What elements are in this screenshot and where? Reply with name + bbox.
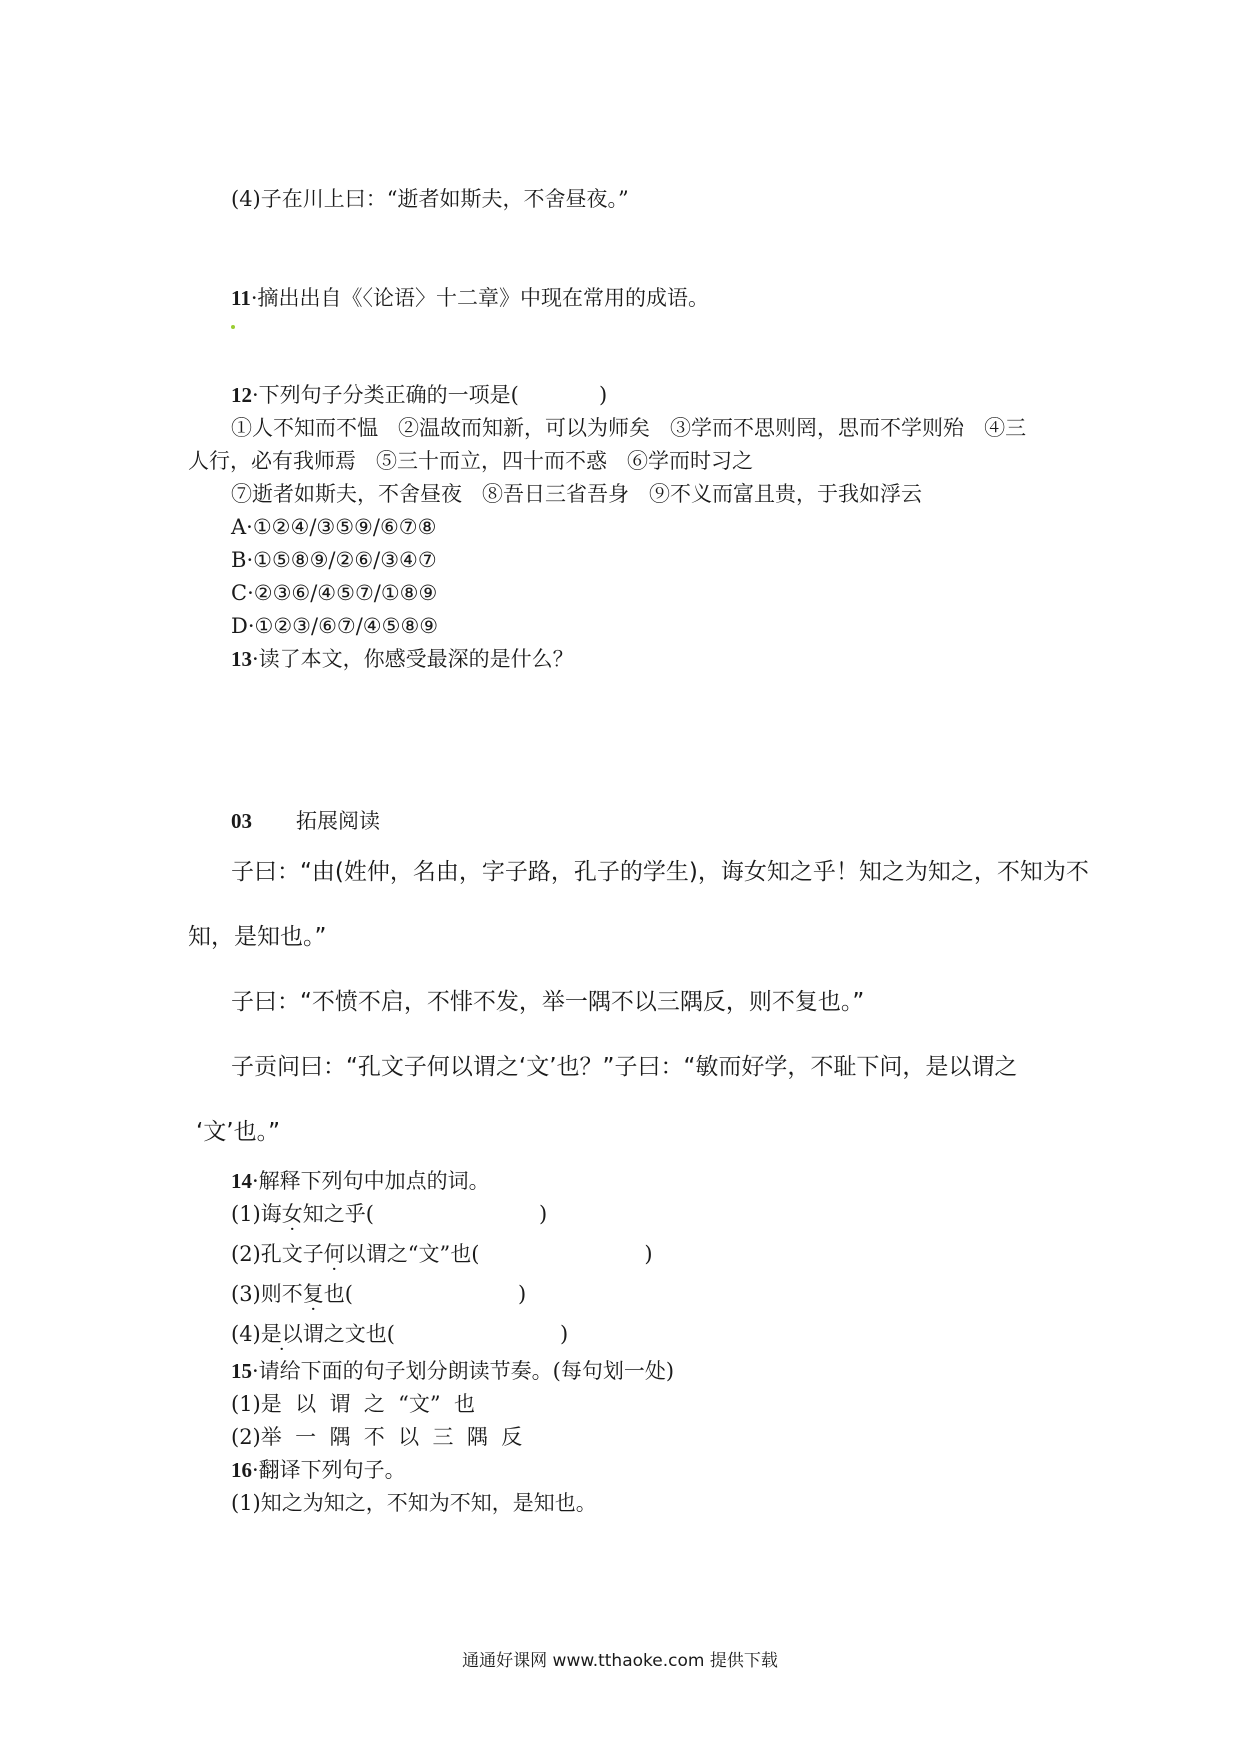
item-text: (2)孔文子 [231,1242,324,1266]
q12-line-2: 人行，必有我师焉 ⑤三十而立，四十而不惑 ⑥学而时习之 [188,449,754,473]
item-text: ) [559,1322,569,1346]
q15-sentence-2: (2)举 一 隅 不 以 三 隅 反 [231,1425,523,1449]
q12-text: ·下列句子分类正确的一项是( ) [252,383,608,407]
q11-number: 11 [231,286,251,310]
footer-source: 通通好课网 www.tthaoke.com 提供下载 [462,1651,778,1671]
q11 [231,284,709,312]
option-label: D [231,614,248,638]
option-label: C [231,581,248,605]
passage-para-3b: ‘文’也。” [196,1119,281,1145]
option-label: B [231,548,247,572]
q14-item-1 [231,1200,547,1228]
option-text: ·②③⑥/④⑤⑦/①⑧⑨ [247,581,438,605]
item-text: ) [538,1202,548,1226]
q13-number: 13 [231,647,252,671]
section-title: 拓展阅读 [296,809,380,833]
q12-line-1: ①人不知而不愠 ②温故而知新，可以为师矣 ③学而不思则罔，思而不学则殆 ④三 [231,416,1027,440]
q16-text: ·翻译下列句子。 [252,1458,406,1482]
q15-sentence-1: (1)是 以 谓 之 “文” 也 [231,1392,475,1416]
item-text: (1)诲 [231,1202,282,1226]
q14-item-4 [231,1320,568,1348]
q15-number: 15 [231,1359,252,1383]
q14-item-2 [231,1240,653,1268]
section-header [231,807,380,835]
q14-item-3 [231,1280,526,1308]
q10-item-4: (4)子在川上曰：“逝者如斯夫，不舍昼夜。” [231,187,629,211]
dotted-word: 复 [302,1282,324,1306]
item-text: 以谓之“文”也( [344,1242,480,1266]
passage-para-3a: 子贡问曰：“孔文子何以谓之‘文’也？”子曰：“敏而好学，不耻下问，是以谓之 [231,1054,1018,1080]
q14-number: 14 [231,1169,252,1193]
passage-para-2: 子曰：“不愤不启，不悱不发，举一隅不以三隅反，则不复也。” [231,989,865,1015]
item-text: (4) [231,1322,261,1346]
q12-option-b [231,546,437,574]
q12-option-a [231,513,436,541]
q12-line-3: ⑦逝者如斯夫，不舍昼夜 ⑧吾日三省吾身 ⑨不义而富且贵，于我如浮云 [231,482,923,506]
q14 [231,1167,490,1195]
q15 [231,1357,674,1385]
item-text: 也( [323,1282,353,1306]
dotted-word: 女 [281,1202,303,1226]
item-text: 知之乎( [302,1202,374,1226]
item-text: (3)则不 [231,1282,303,1306]
q11-text: ·摘出出自《〈论语〉十二章》中现在常用的成语。 [250,286,710,310]
q16 [231,1456,406,1484]
passage-para-1b: 知，是知也。” [188,924,327,950]
item-text: ) [517,1282,527,1306]
q15-text: ·请给下面的句子划分朗读节奏。(每句划一处) [252,1359,675,1383]
dotted-word: 是以 [260,1322,303,1346]
stray-mark [231,325,235,329]
q13 [231,645,574,673]
q12-option-c [231,579,437,607]
option-text: ·①②④/③⑤⑨/⑥⑦⑧ [246,515,437,539]
q16-number: 16 [231,1458,252,1482]
q12-number: 12 [231,383,252,407]
q13-text: ·读了本文，你感受最深的是什么？ [252,647,574,671]
q16-sentence-1: (1)知之为知之，不知为不知，是知也。 [231,1491,597,1515]
q14-text: ·解释下列句中加点的词。 [252,1169,490,1193]
item-text: 谓之文也( [302,1322,395,1346]
dotted-word: 何 [323,1242,345,1266]
option-label: A [231,515,247,539]
passage-para-1a: 子曰：“由(姓仲，名由，字子路，孔子的学生)，诲女知之乎！知之为知之，不知为不 [231,859,1089,885]
section-number: 03 [231,809,252,833]
item-text: ) [644,1242,653,1266]
q12-stem [231,381,607,409]
option-text: ·①⑤⑧⑨/②⑥/③④⑦ [246,548,437,572]
q12-option-d [231,612,438,640]
option-text: ·①②③/⑥⑦/④⑤⑧⑨ [247,614,439,638]
